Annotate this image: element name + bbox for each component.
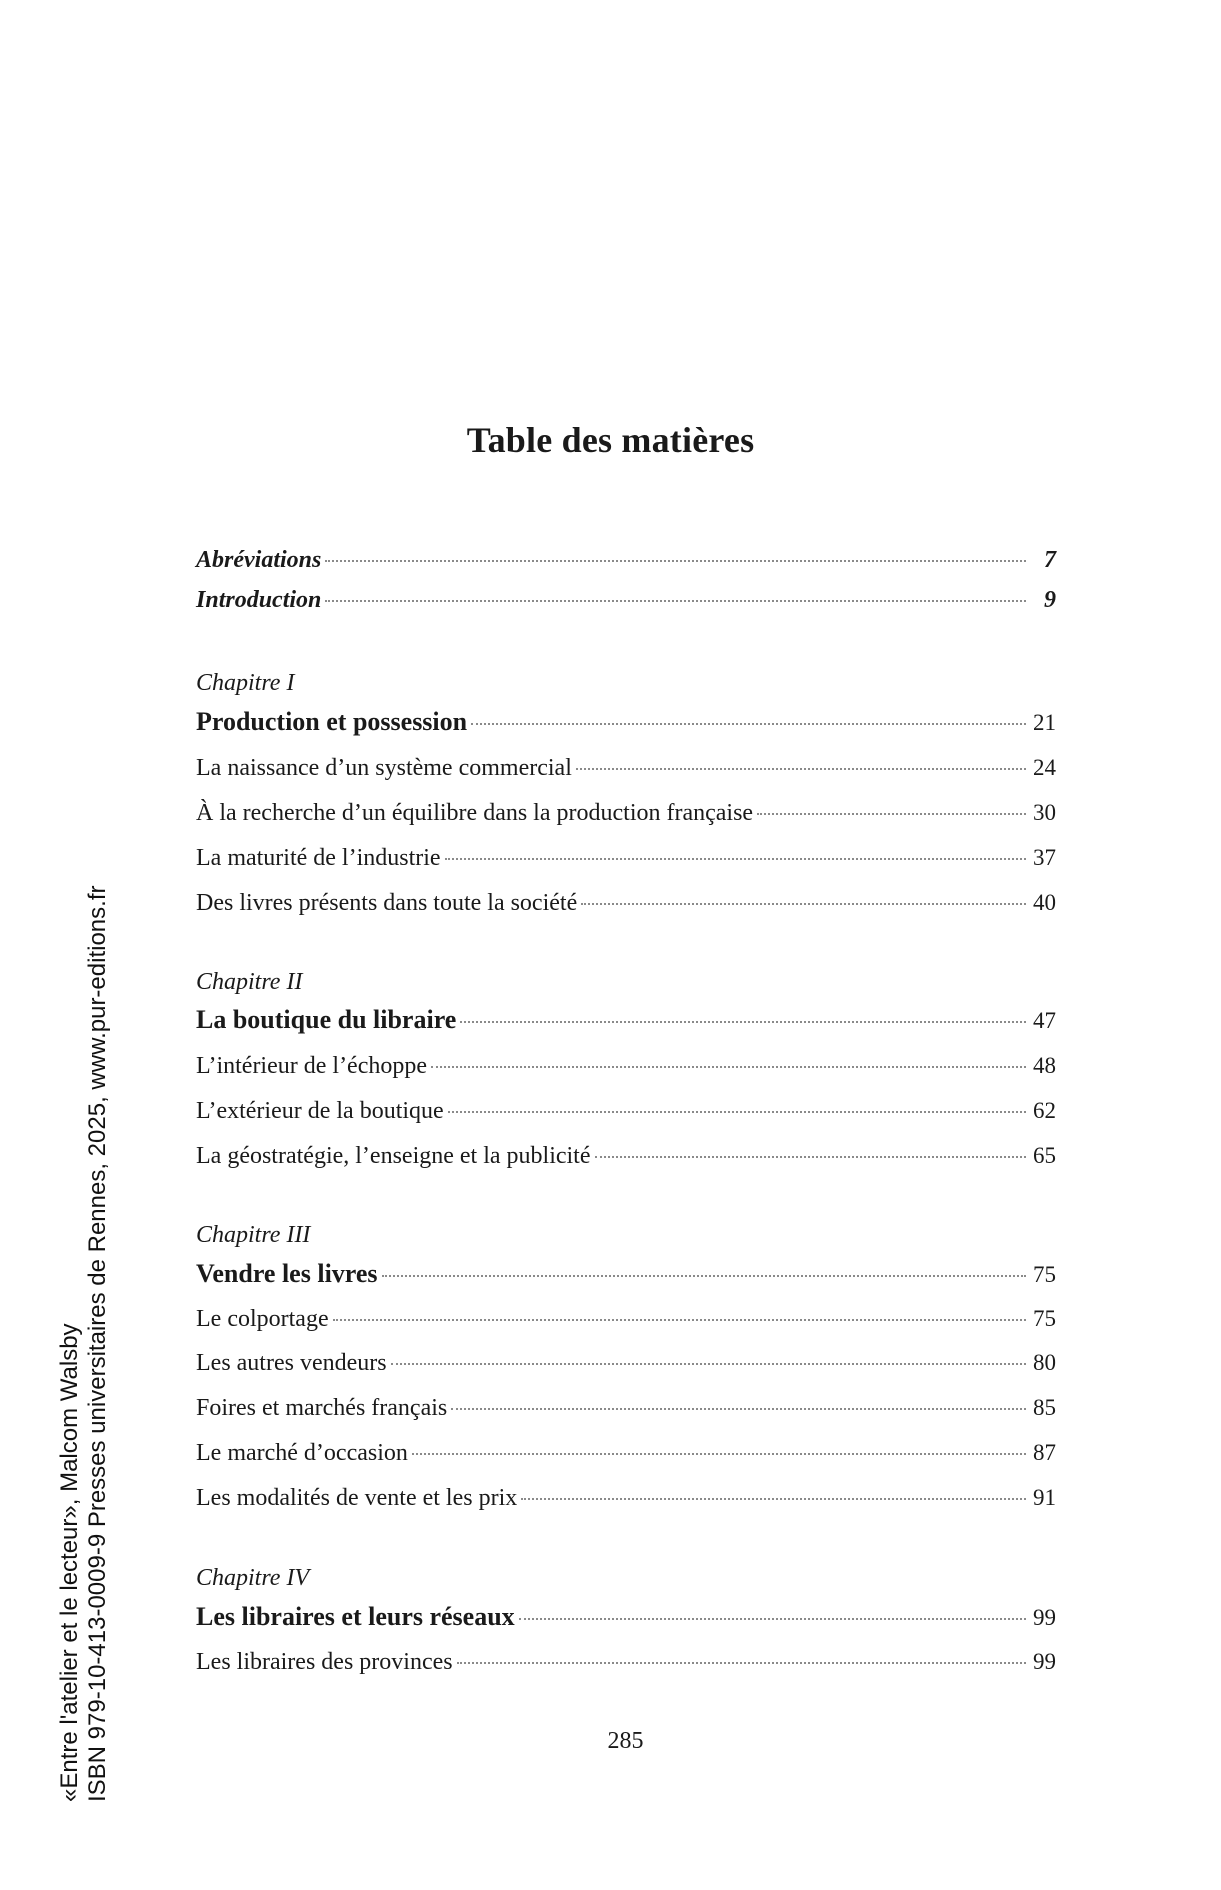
side-credit-line-1: «Entre l'atelier et le lecteur», Malcom Walsby bbox=[56, 1323, 83, 1802]
chapter-kicker: Chapitre IV bbox=[196, 1565, 310, 1591]
toc-chapter-title: Les libraires et leurs réseaux bbox=[196, 1602, 515, 1631]
toc-entry-page: 40 bbox=[1033, 890, 1056, 915]
toc-entry-page: 7 bbox=[1044, 547, 1056, 573]
toc-entry-label: L’extérieur de la boutique bbox=[196, 1098, 444, 1124]
dot-leader bbox=[457, 1662, 1026, 1664]
toc-entry-page: 47 bbox=[1033, 1008, 1056, 1033]
dot-leader bbox=[445, 858, 1026, 860]
toc-entry-page: 48 bbox=[1033, 1053, 1056, 1078]
dot-leader bbox=[576, 768, 1026, 770]
toc-entry-page: 87 bbox=[1033, 1440, 1056, 1465]
toc-entry-page: 75 bbox=[1033, 1262, 1056, 1287]
toc-section-entry[interactable] bbox=[196, 797, 1056, 829]
toc-chapter-entry[interactable] bbox=[196, 1258, 1056, 1290]
dot-leader bbox=[471, 723, 1026, 725]
dot-leader bbox=[333, 1319, 1026, 1321]
toc-entry-label: Foires et marchés français bbox=[196, 1395, 448, 1421]
dot-leader bbox=[581, 903, 1026, 905]
toc-chapter-title: La boutique du libraire bbox=[196, 1005, 457, 1034]
toc-section-entry[interactable] bbox=[196, 1392, 1056, 1424]
toc-entry-page: 30 bbox=[1033, 800, 1056, 825]
toc-entry-page: 9 bbox=[1044, 587, 1056, 613]
chapter-kicker: Chapitre III bbox=[196, 1222, 311, 1248]
toc-chapter-entry[interactable] bbox=[196, 1004, 1056, 1036]
toc-section-entry[interactable] bbox=[196, 1303, 1056, 1335]
toc-section-entry[interactable] bbox=[196, 1482, 1056, 1514]
toc-section-entry[interactable] bbox=[196, 752, 1056, 784]
toc-entry-label: Le colportage bbox=[196, 1306, 329, 1332]
toc-section-entry[interactable] bbox=[196, 1646, 1056, 1678]
toc-section-entry[interactable] bbox=[196, 1095, 1056, 1127]
toc-chapter-entry[interactable] bbox=[196, 706, 1056, 738]
toc-section-entry[interactable] bbox=[196, 887, 1056, 919]
chapter-kicker: Chapitre II bbox=[196, 969, 303, 995]
toc-entry-introduction[interactable] bbox=[196, 584, 1056, 616]
toc-entry-page: 91 bbox=[1033, 1485, 1056, 1510]
side-credit bbox=[56, 862, 112, 1802]
side-credit-line-2: ISBN 979-10-413-0009-9 Presses universitaires de Rennes, 2025, www.pur-editions.fr bbox=[84, 885, 111, 1802]
dot-leader bbox=[451, 1408, 1026, 1410]
toc-entry-label: Les libraires des provinces bbox=[196, 1649, 453, 1675]
page-title: Table des matières bbox=[466, 420, 755, 460]
toc-entry-page: 62 bbox=[1033, 1098, 1056, 1123]
dot-leader bbox=[391, 1363, 1026, 1365]
toc-entry-label: À la recherche d’un équilibre dans la production française bbox=[196, 800, 754, 826]
toc-entry-label: Le marché d’occasion bbox=[196, 1440, 408, 1466]
dot-leader bbox=[595, 1156, 1027, 1158]
toc-entry-label: Les modalités de vente et les prix bbox=[196, 1485, 518, 1511]
dot-leader bbox=[412, 1453, 1026, 1455]
toc-entry-label: Abréviations bbox=[196, 547, 322, 573]
toc-entry-page: 99 bbox=[1033, 1605, 1056, 1630]
dot-leader bbox=[757, 813, 1026, 815]
toc-entry-page: 99 bbox=[1033, 1649, 1056, 1674]
toc-entry-label: Des livres présents dans toute la société bbox=[196, 890, 578, 916]
toc-entry-page: 85 bbox=[1033, 1395, 1056, 1420]
toc-section-entry[interactable] bbox=[196, 1347, 1056, 1379]
toc-entry-label: L’intérieur de l’échoppe bbox=[196, 1053, 428, 1079]
toc-entry-abreviations[interactable] bbox=[196, 544, 1056, 576]
toc-entry-page: 21 bbox=[1033, 710, 1056, 735]
dot-leader bbox=[325, 560, 1026, 562]
toc-chapter-title: Production et possession bbox=[196, 707, 468, 736]
toc-entry-page: 24 bbox=[1033, 755, 1056, 780]
toc-entry-label: La géostratégie, l’enseigne et la publicité bbox=[196, 1143, 591, 1169]
toc-section-entry[interactable] bbox=[196, 1050, 1056, 1082]
dot-leader bbox=[325, 600, 1026, 602]
toc-section-entry[interactable] bbox=[196, 842, 1056, 874]
toc-entry-label: La maturité de l’industrie bbox=[196, 845, 441, 871]
chapter-kicker: Chapitre I bbox=[196, 670, 295, 696]
dot-leader bbox=[521, 1498, 1026, 1500]
toc-entry-page: 37 bbox=[1033, 845, 1056, 870]
dot-leader bbox=[382, 1275, 1026, 1277]
toc-section-entry[interactable] bbox=[196, 1437, 1056, 1469]
dot-leader bbox=[431, 1066, 1026, 1068]
toc-entry-page: 80 bbox=[1033, 1350, 1056, 1375]
dot-leader bbox=[519, 1618, 1026, 1620]
toc-entry-page: 75 bbox=[1033, 1306, 1056, 1331]
toc-entry-page: 65 bbox=[1033, 1143, 1056, 1168]
dot-leader bbox=[460, 1021, 1026, 1023]
toc-entry-label: Introduction bbox=[196, 587, 322, 613]
toc-entry-label: La naissance d’un système commercial bbox=[196, 755, 572, 781]
toc-entry-label: Les autres vendeurs bbox=[196, 1350, 387, 1376]
toc-section-entry[interactable] bbox=[196, 1140, 1056, 1172]
page-number: 285 bbox=[607, 1728, 644, 1754]
dot-leader bbox=[448, 1111, 1026, 1113]
toc-chapter-entry[interactable] bbox=[196, 1601, 1056, 1633]
toc-chapter-title: Vendre les livres bbox=[196, 1259, 378, 1288]
